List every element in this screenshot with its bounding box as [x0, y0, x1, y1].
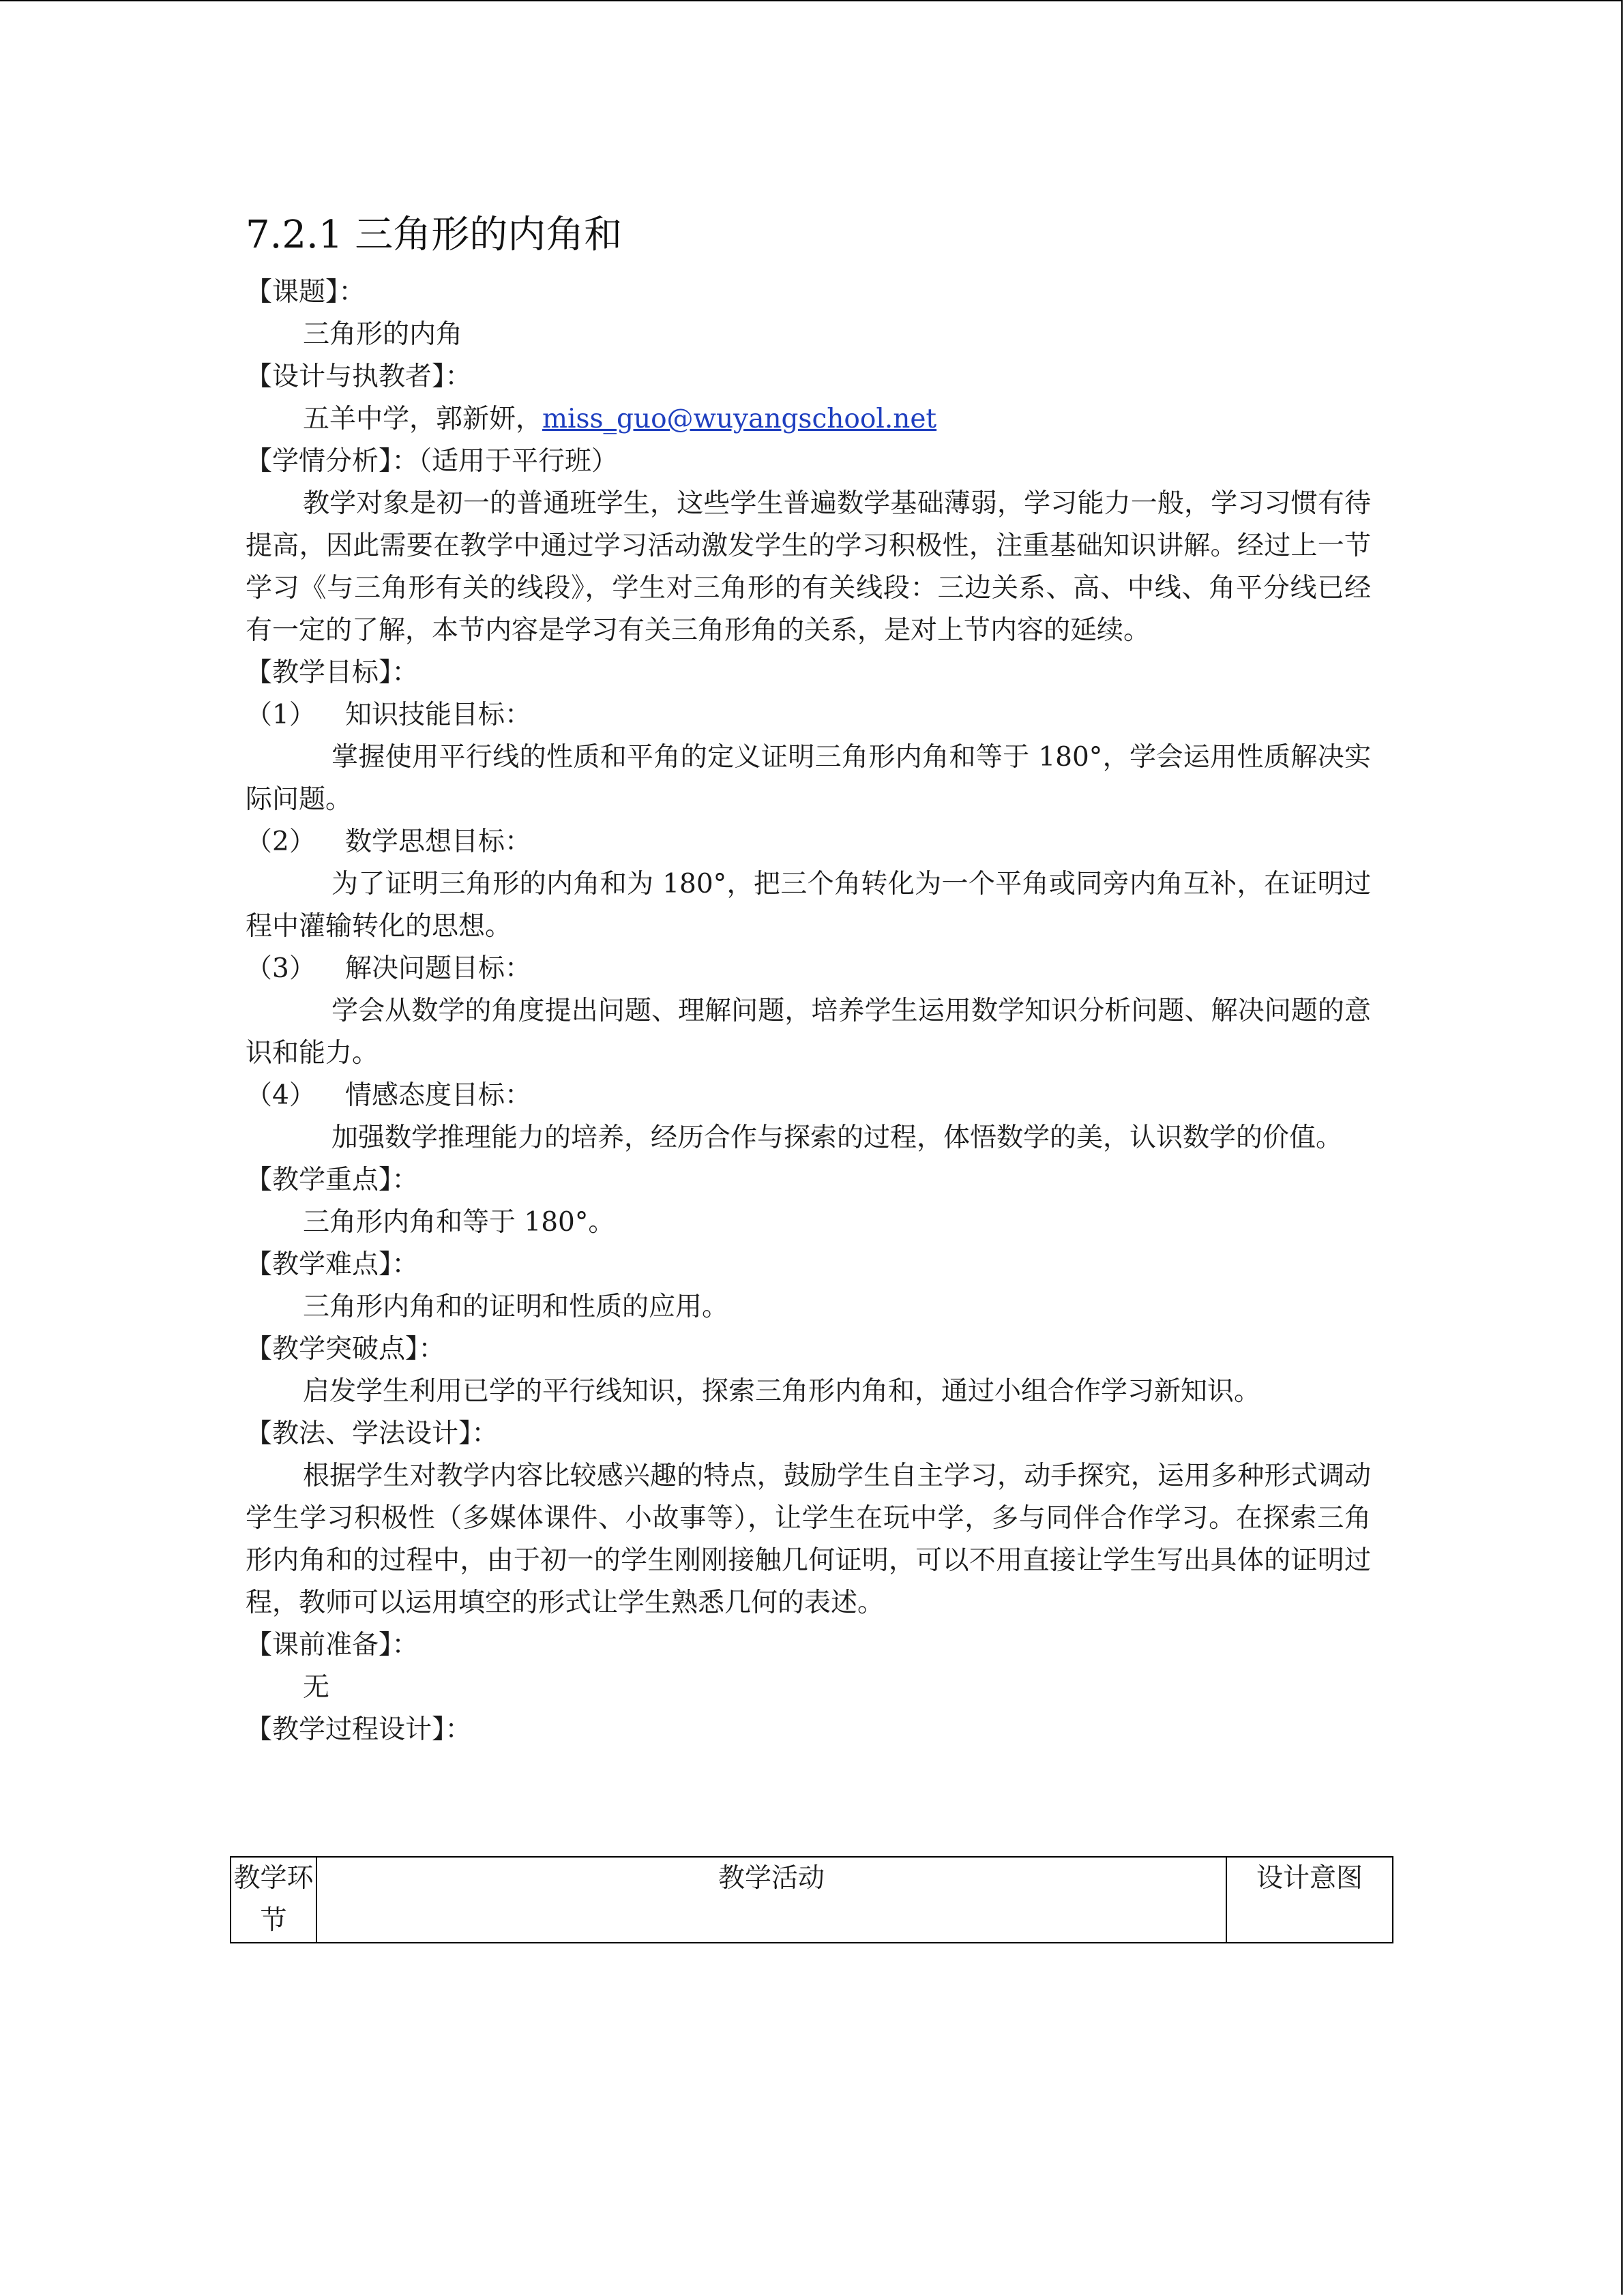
- goal-number: （3）: [246, 953, 316, 984]
- goal-label: 数学思想目标：: [345, 826, 532, 857]
- preparation-heading: 【课前准备】：: [246, 1630, 419, 1660]
- analysis-heading: 【学情分析】：（适用于平行班）: [246, 446, 619, 477]
- analysis-text: 教学对象是初一的普通班学生，这些学生普遍数学基础薄弱，学习能力一般，学习习惯有待提高，因此需要在教学中通过学习活动激发学生的学习积极性，注重基础知识讲解。经过上一节学习《与三角形有关的线段》，学生对三角形的有关线段：三边关系、高、中线、角平分线已经有一定的了解，本节内容是学习有关三角形角的关系，是对上节内容的延续。: [246, 488, 1371, 646]
- column-header-activity: 教学活动: [316, 1857, 1226, 1943]
- goal-number: （2）: [246, 826, 316, 857]
- method-text: 根据学生对教学内容比较感兴趣的特点，鼓励学生自主学习，动手探究，运用多种形式调动学生学习积极性（多媒体课件、小故事等），让学生在玩中学，多与同伴合作学习。在探索三角形内角和的过程中，由于初一的学生刚刚接触几何证明，可以不用直接让学生写出具体的证明过程，教师可以运用填空的形式让学生熟悉几何的表述。: [246, 1461, 1371, 1618]
- preparation-value: 无: [303, 1672, 330, 1703]
- goal-item: [246, 821, 1371, 948]
- designer-line: [246, 398, 1371, 441]
- goal-text: 掌握使用平行线的性质和平角的定义证明三角形内角和等于 180°，学会运用性质解决实际问题。: [246, 742, 1371, 815]
- process-table: [230, 1856, 1393, 1943]
- key-point-heading: 【教学重点】：: [246, 1165, 419, 1195]
- breakthrough-value: 启发学生利用已学的平行线知识，探索三角形内角和，通过小组合作学习新知识。: [303, 1376, 1261, 1407]
- topic-value: 三角形的内角: [303, 319, 463, 350]
- topic-heading: 【课题】：: [246, 277, 366, 308]
- page-title: 7.2.1 三角形的内角和: [246, 213, 623, 257]
- goal-number: （1）: [246, 700, 316, 730]
- method-heading: 【教法、学法设计】：: [246, 1418, 499, 1449]
- process-heading: 【教学过程设计】：: [246, 1714, 472, 1745]
- goal-label: 解决问题目标：: [345, 953, 532, 984]
- goal-text: 加强数学推理能力的培养，经历合作与探索的过程，体悟数学的美，认识数学的价值。: [331, 1122, 1343, 1153]
- goal-text: 为了证明三角形的内角和为 180°，把三个角转化为一个平角或同旁内角互补，在证明过程中灌输转化的思想。: [246, 869, 1371, 942]
- goal-label: 情感态度目标：: [345, 1080, 532, 1111]
- document-body: [246, 205, 1371, 1751]
- difficulty-heading: 【教学难点】：: [246, 1249, 419, 1280]
- column-header-stage: 教学环节: [231, 1857, 316, 1943]
- designer-text: 五羊中学，郭新妍，: [303, 404, 543, 434]
- column-header-intent: 设计意图: [1226, 1857, 1393, 1943]
- difficulty-value: 三角形内角和的证明和性质的应用。: [303, 1292, 729, 1322]
- table-header-row: [231, 1857, 1393, 1943]
- goal-item: [246, 1075, 1371, 1159]
- goal-item: [246, 948, 1371, 1075]
- goal-text: 学会从数学的角度提出问题、理解问题，培养学生运用数学知识分析问题、解决问题的意识和能力。: [246, 996, 1371, 1069]
- goal-label: 知识技能目标：: [345, 700, 532, 730]
- goals-heading: 【教学目标】：: [246, 657, 419, 688]
- designer-heading: 【设计与执教者】：: [246, 361, 472, 392]
- breakthrough-heading: 【教学突破点】：: [246, 1334, 445, 1365]
- designer-email-link[interactable]: miss_guo@wuyangschool.net: [542, 404, 937, 434]
- goal-item: [246, 694, 1371, 821]
- goal-number: （4）: [246, 1080, 316, 1111]
- key-point-value: 三角形内角和等于 180°。: [303, 1207, 615, 1238]
